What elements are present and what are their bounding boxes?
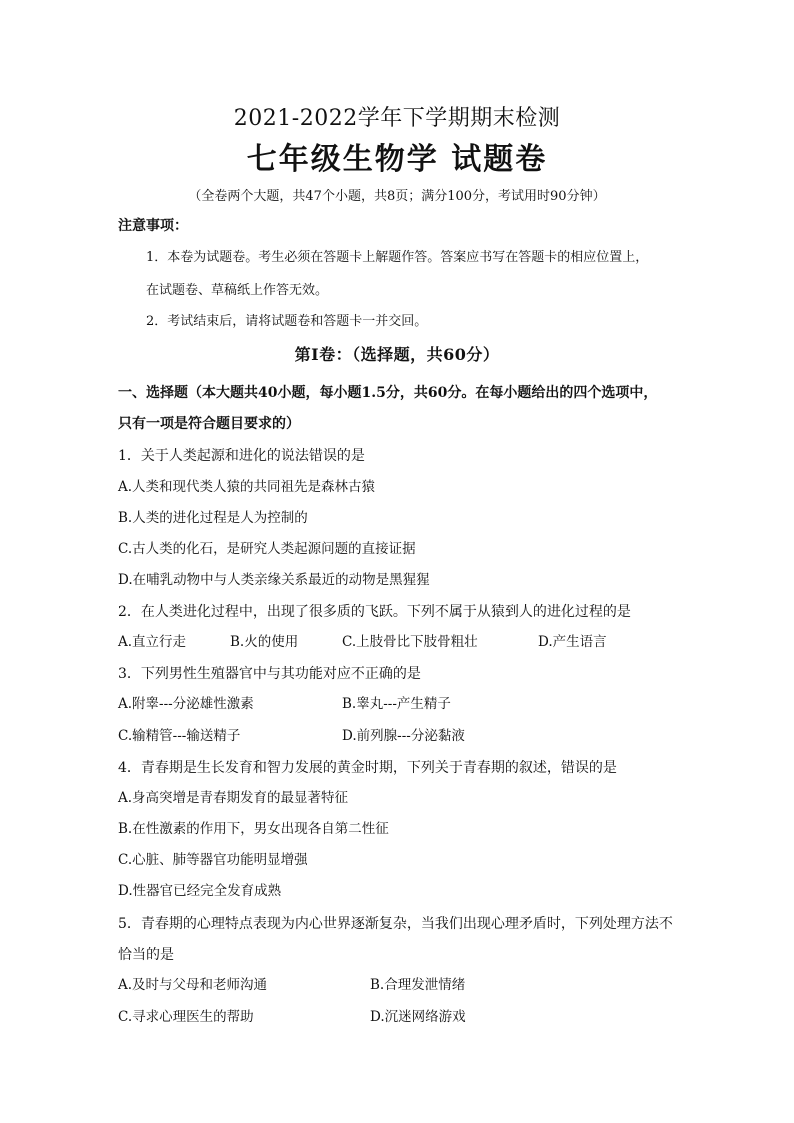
exam-title-term: 2021-2022学年下学期期末检测 — [233, 106, 561, 131]
question-1-option-b: B.人类的进化过程是人为控制的 — [118, 510, 308, 526]
question-2-option-b: B.火的使用 — [230, 634, 299, 650]
exam-info: （全卷两个大题，共47个小题，共8页；满分100分，考试用时90分钟） — [188, 189, 606, 204]
question-2-stem: 2．在人类进化过程中，出现了很多质的飞跃。下列不属于从猿到人的进化过程的是 — [118, 604, 631, 620]
question-2-option-c: C.上肢骨比下肢骨粗壮 — [342, 634, 478, 650]
question-2-option-d: D.产生语言 — [538, 634, 607, 650]
exam-title-subject: 七年级生物学 试题卷 — [246, 142, 548, 177]
question-5-option-a: A.及时与父母和老师沟通 — [118, 977, 268, 993]
question-3-option-d: D.前列腺---分泌黏液 — [342, 728, 465, 744]
question-5-stem-cont: 恰当的是 — [118, 947, 174, 963]
question-5-option-c: C.寻求心理医生的帮助 — [118, 1009, 254, 1025]
notice-item-2: 2．考试结束后，请将试题卷和答题卡一并交回。 — [146, 314, 428, 329]
question-5-option-b: B.合理发泄情绪 — [370, 977, 466, 993]
question-3-stem: 3．下列男性生殖器官中与其功能对应不正确的是 — [118, 666, 421, 682]
question-4-option-b: B.在性激素的作用下，男女出现各自第二性征 — [118, 821, 389, 837]
question-1-option-d: D.在哺乳动物中与人类亲缘关系最近的动物是黑猩猩 — [118, 572, 430, 588]
question-3-option-b: B.睾丸---产生精子 — [342, 696, 451, 712]
question-4-option-a: A.身高突增是青春期发育的最显著特征 — [118, 790, 349, 806]
question-1-option-c: C.古人类的化石，是研究人类起源问题的直接证据 — [118, 541, 416, 557]
question-5-option-d: D.沉迷网络游戏 — [370, 1009, 466, 1025]
part-title-cont: 只有一项是符合题目要求的） — [118, 416, 300, 432]
question-1-stem: 1．关于人类起源和进化的说法错误的是 — [118, 448, 365, 464]
section-title: 第Ⅰ卷：（选择题，共60分） — [294, 345, 500, 364]
notice-heading: 注意事项： — [118, 218, 188, 234]
question-4-option-c: C.心脏、肺等器官功能明显增强 — [118, 852, 308, 868]
question-4-stem: 4．青春期是生长发育和智力发展的黄金时期，下列关于青春期的叙述，错误的是 — [118, 760, 617, 776]
question-3-option-c: C.输精管---输送精子 — [118, 728, 241, 744]
notice-item-1: 1．本卷为试题卷。考生必须在答题卡上解题作答。答案应书写在答题卡的相应位置上， — [146, 250, 649, 265]
notice-item-1-cont: 在试题卷、草稿纸上作答无效。 — [146, 283, 329, 298]
question-5-stem: 5．青春期的心理特点表现为内心世界逐渐复杂，当我们出现心理矛盾时，下列处理方法不 — [118, 916, 673, 932]
part-title: 一、选择题（本大题共40小题，每小题1.5分，共60分。在每小题给出的四个选项中， — [118, 385, 658, 401]
question-3-option-a: A.附睾---分泌雄性激素 — [118, 696, 254, 712]
question-4-option-d: D.性器官已经完全发育成熟 — [118, 883, 282, 899]
question-2-option-a: A.直立行走 — [118, 634, 187, 650]
question-1-option-a: A.人类和现代类人猿的共同祖先是森林古猿 — [118, 479, 376, 495]
